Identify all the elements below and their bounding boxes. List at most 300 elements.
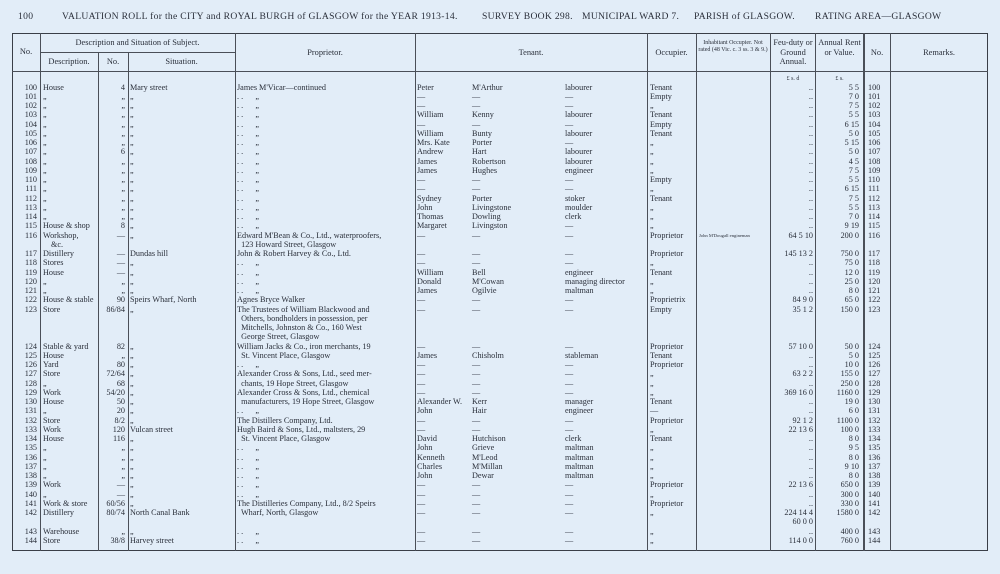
occupier-cell: Tenant [650, 434, 673, 443]
number-cell: „ [121, 184, 125, 194]
proprietor-cell: chants, 19 Hope Street, Glasgow [237, 378, 349, 388]
description-cell: „ [43, 138, 47, 147]
situation-cell: „ [130, 471, 134, 480]
no-cell: 122 [24, 295, 37, 305]
number-cell: „ [121, 138, 125, 147]
situation-cell: „ [130, 101, 134, 110]
tenant-occupation-cell: maltman [565, 286, 594, 295]
proprietor-cell: . . „ [237, 110, 260, 120]
tenant-first-cell: — [417, 91, 426, 101]
annual-value-cell: 9 10 [844, 461, 859, 471]
situation-cell: „ [130, 276, 134, 286]
tenant-first-cell: — [417, 360, 426, 369]
tenant-occupation-cell: — [565, 119, 574, 129]
row-no-cell: 121 [868, 286, 881, 295]
no-cell: 127 [24, 369, 37, 379]
number-cell: 120 [112, 424, 125, 434]
description-cell: House [43, 267, 64, 277]
tenant-occupation-cell: — [565, 258, 574, 268]
number-cell: „ [121, 101, 125, 110]
annual-value-cell: 19 0 [844, 397, 859, 406]
number-cell: „ [121, 119, 125, 129]
no-cell: 134 [24, 434, 37, 443]
occupier-cell: „ [650, 535, 654, 545]
row-no-cell: 127 [868, 369, 881, 379]
proprietor-cell: The Trustees of William Blackwood and [237, 304, 370, 314]
no-cell: 143 [24, 526, 37, 536]
tenant-last-cell: Hart [472, 147, 487, 157]
occupier-cell: „ [650, 443, 654, 453]
occupier-cell: Tenant [650, 128, 673, 138]
row-no-cell: 109 [868, 165, 881, 175]
description-cell: „ [43, 184, 47, 194]
occupier-cell: „ [650, 221, 654, 231]
tenant-last-cell: — [472, 369, 481, 379]
no-cell: 107 [24, 147, 37, 157]
no-cell: 141 [24, 498, 37, 508]
number-cell: „ [121, 471, 125, 480]
occupier-cell: „ [650, 424, 654, 434]
situation-cell: „ [130, 175, 134, 184]
row-no-cell: 124 [868, 341, 881, 351]
annual-value-cell: 1160 0 [836, 387, 859, 397]
feu-duty-cell: .. [808, 184, 813, 194]
number-cell: „ [121, 461, 125, 471]
tenant-occupation-cell: — [565, 249, 574, 258]
number-cell: „ [121, 156, 125, 166]
situation-cell: „ [130, 230, 134, 240]
col-header-situation: Situation. [165, 57, 198, 66]
number-cell: „ [121, 350, 125, 360]
situation-cell: Speirs Wharf, North [130, 295, 197, 305]
description-cell: „ [43, 91, 47, 101]
feu-duty-cell: .. [808, 498, 813, 508]
tenant-first-cell: Peter [417, 82, 434, 92]
occupier-cell: „ [650, 489, 654, 499]
occupier-cell: „ [650, 258, 654, 268]
tenant-last-cell: — [472, 101, 481, 110]
proprietor-cell: . . „ [237, 101, 260, 110]
number-cell: 20 [116, 406, 125, 416]
description-cell: House & stable [43, 295, 94, 305]
tenant-occupation-cell: — [565, 498, 574, 508]
no-cell: 125 [24, 350, 37, 360]
annual-value-cell: 8 0 [848, 286, 859, 295]
number-cell: 8/2 [114, 415, 125, 425]
description-cell: House & shop [43, 221, 90, 231]
number-cell: „ [121, 526, 125, 536]
row-no-cell: 130 [868, 397, 881, 406]
no-cell: 106 [24, 138, 37, 147]
tenant-occupation-cell: labourer [565, 82, 593, 92]
tenant-first-cell: William [417, 128, 444, 138]
number-cell: „ [121, 110, 125, 120]
tenant-last-cell: Kenny [472, 110, 494, 120]
description-cell: Stores [43, 258, 64, 268]
col-header-remarks: Remarks. [923, 48, 955, 57]
feu-duty-cell: .. [808, 147, 813, 157]
annual-value-cell: 150 0 [840, 304, 859, 314]
annual-value-cell: 5 5 [848, 202, 859, 212]
description-cell: „ [43, 175, 47, 184]
annual-value-cell: 12 0 [844, 267, 859, 277]
proprietor-cell: . . „ [237, 175, 260, 184]
tenant-last-cell: — [472, 175, 481, 184]
divider [863, 33, 865, 551]
tenant-first-cell: — [417, 304, 426, 314]
proprietor-cell: St. Vincent Place, Glasgow [237, 350, 331, 360]
description-cell: „ [43, 276, 47, 286]
no-cell: 101 [24, 91, 37, 101]
row-no-cell: 113 [868, 202, 880, 212]
no-cell: 120 [24, 276, 37, 286]
description-cell: Stable & yard [43, 341, 89, 351]
number-cell: — [116, 267, 125, 277]
feu-duty-cell: 57 10 0 [788, 341, 813, 351]
proprietor-cell: manufacturers, 19 Hope Street, Glasgow [237, 397, 375, 406]
annual-value-cell: 6 0 [848, 406, 859, 416]
occupier-cell: „ [650, 212, 654, 221]
no-cell: 135 [24, 443, 37, 453]
description-cell: „ [43, 101, 47, 110]
tenant-last-cell: Grieve [472, 443, 495, 453]
description-cell: „ [43, 128, 47, 138]
tenant-first-cell: John [417, 202, 433, 212]
situation-cell: „ [130, 397, 134, 406]
no-cell: 142 [24, 508, 37, 517]
row-no-cell: 140 [868, 489, 881, 499]
tenant-occupation-cell: engineer [565, 165, 594, 175]
annual-value-cell: 8 0 [848, 434, 859, 443]
tenant-first-cell: — [417, 249, 426, 258]
number-cell: 80/74 [106, 508, 125, 517]
tenant-first-cell: Mrs. Kate [417, 138, 450, 147]
description-cell: „ [43, 489, 47, 499]
row-no-cell: 133 [868, 424, 881, 434]
occupier-cell: Empty [650, 119, 672, 129]
tenant-first-cell: — [417, 258, 426, 268]
number-cell: „ [121, 212, 125, 221]
number-cell: 54/20 [106, 387, 125, 397]
tenant-first-cell: Sydney [417, 193, 442, 203]
number-cell: 116 [113, 434, 125, 443]
situation-cell: „ [130, 119, 134, 129]
tenant-occupation-cell: clerk [565, 212, 582, 221]
annual-value-cell: 7 5 [848, 101, 859, 110]
feu-duty-cell: .. [808, 397, 813, 406]
situation-cell: „ [130, 498, 134, 508]
tenant-last-cell: — [472, 480, 481, 490]
col-header-no2: No. [870, 48, 884, 57]
tenant-first-cell: Thomas [417, 212, 444, 221]
situation-cell: „ [130, 267, 134, 277]
annual-value-cell: 5 0 [848, 147, 859, 157]
description-cell: „ [43, 471, 47, 480]
occupier-cell: Empty [650, 304, 672, 314]
tenant-first-cell: Margaret [417, 221, 447, 231]
no-cell: 100 [24, 82, 37, 92]
no-cell: 130 [24, 397, 37, 406]
tenant-first-cell: — [417, 508, 426, 517]
no-cell: 109 [24, 165, 37, 175]
tenant-first-cell: — [417, 424, 426, 434]
row-no-cell: 125 [868, 350, 881, 360]
situation-cell: Dundas hill [130, 249, 168, 258]
tenant-occupation-cell: — [565, 378, 574, 388]
tenant-occupation-cell: — [565, 526, 574, 536]
tenant-occupation-cell: — [565, 369, 574, 379]
feu-duty-cell: .. [808, 434, 813, 443]
occupier-cell: „ [650, 286, 654, 295]
description-cell: House [43, 350, 64, 360]
description-cell: „ [43, 461, 47, 471]
tenant-occupation-cell: — [565, 480, 574, 490]
tenant-first-cell: — [417, 119, 426, 129]
proprietor-cell: . . „ [237, 461, 260, 471]
description-cell: Work [43, 387, 61, 397]
no-cell: 129 [24, 387, 37, 397]
tenant-last-cell: Hutchison [472, 434, 506, 443]
feu-duty-cell: .. [808, 128, 813, 138]
feu-duty-cell: 60 0 0 [792, 517, 813, 527]
annual-value-cell: 9 19 [844, 221, 859, 231]
divider [40, 52, 235, 53]
annual-value-cell: 5 0 [848, 128, 859, 138]
situation-cell: „ [130, 415, 134, 425]
situation-cell: „ [130, 369, 134, 379]
tenant-first-cell: David [417, 434, 438, 443]
no-cell: 121 [24, 286, 37, 295]
occupier-cell: „ [650, 508, 654, 517]
annual-value-cell: 250 0 [840, 378, 859, 388]
row-no-cell: 118 [868, 258, 880, 268]
row-no-cell: 129 [868, 387, 881, 397]
annual-value-cell: 100 0 [840, 424, 859, 434]
tenant-last-cell: — [472, 508, 481, 517]
annual-value-cell: 5 5 [848, 82, 859, 92]
feu-duty-cell: .. [808, 82, 813, 92]
number-cell: „ [121, 286, 125, 295]
tenant-occupation-cell: — [565, 295, 574, 305]
situation-cell: „ [130, 110, 134, 120]
description-cell: „ [43, 378, 47, 388]
number-cell: — [116, 249, 125, 258]
situation-cell: „ [130, 286, 134, 295]
rent-units: £ s. [835, 76, 844, 82]
no-cell: 138 [24, 471, 37, 480]
description-cell: Distillery [43, 508, 74, 517]
divider [235, 33, 236, 551]
tenant-last-cell: — [472, 387, 481, 397]
tenant-occupation-cell: — [565, 138, 574, 147]
annual-value-cell: 25 0 [844, 276, 859, 286]
annual-value-cell: 330 0 [840, 498, 859, 508]
occupier-cell: „ [650, 369, 654, 379]
tenant-first-cell: William [417, 110, 444, 120]
tenant-occupation-cell: — [565, 424, 574, 434]
page-number: 100 [18, 11, 34, 22]
divider [40, 33, 41, 551]
annual-value-cell: 10 0 [844, 360, 859, 369]
situation-cell: „ [130, 138, 134, 147]
occupier-cell: Empty [650, 91, 672, 101]
tenant-occupation-cell: manager [565, 397, 594, 406]
tenant-occupation-cell: labourer [565, 156, 593, 166]
situation-cell: „ [130, 452, 134, 462]
situation-cell: „ [130, 128, 134, 138]
tenant-first-cell: — [417, 369, 426, 379]
header-divider [12, 71, 988, 72]
annual-value-cell: 8 0 [848, 471, 859, 480]
number-cell: — [116, 480, 125, 490]
description-cell: „ [43, 212, 47, 221]
col-header-no: No. [19, 47, 33, 56]
proprietor-cell: . . „ [237, 360, 260, 369]
feu-duty-cell: 64 5 10 [788, 230, 813, 240]
occupier-cell: Tenant [650, 82, 673, 92]
occupier-cell: „ [650, 378, 654, 388]
tenant-occupation-cell: stableman [565, 350, 599, 360]
tenant-occupation-cell: labourer [565, 147, 593, 157]
occupier-cell: „ [650, 165, 654, 175]
occupier-cell: Proprietor [650, 498, 684, 508]
annual-value-cell: 65 0 [844, 295, 859, 305]
no-cell: 123 [24, 304, 37, 314]
tenant-occupation-cell: — [565, 221, 574, 231]
annual-value-cell: 400 0 [840, 526, 859, 536]
row-no-cell: 110 [868, 175, 880, 184]
description-cell: „ [43, 110, 47, 120]
no-cell: 113 [25, 202, 37, 212]
annual-value-cell: 7 5 [848, 193, 859, 203]
description-cell: Store [43, 535, 61, 545]
row-no-cell: 108 [868, 156, 881, 166]
feu-duty-cell: .. [808, 452, 813, 462]
tenant-last-cell: Livingston [472, 221, 508, 231]
tenant-last-cell: — [472, 119, 481, 129]
feu-duty-cell: 92 1 2 [792, 415, 813, 425]
no-cell: 104 [24, 119, 37, 129]
tenant-first-cell: — [417, 341, 426, 351]
proprietor-cell: . . „ [237, 286, 260, 295]
tenant-last-cell: — [472, 91, 481, 101]
number-cell: 90 [116, 295, 125, 305]
tenant-first-cell: John [417, 406, 433, 416]
situation-cell: „ [130, 258, 134, 268]
description-cell: House [43, 397, 64, 406]
occupier-cell: Proprietor [650, 480, 684, 490]
tenant-last-cell: Porter [472, 138, 493, 147]
feu-duty-cell: .. [808, 175, 813, 184]
number-cell: „ [121, 165, 125, 175]
tenant-first-cell: — [417, 230, 426, 240]
tenant-last-cell: Dowling [472, 212, 501, 221]
tenant-last-cell: — [472, 230, 481, 240]
description-cell: „ [43, 202, 47, 212]
description-cell: Warehouse [43, 526, 80, 536]
row-no-cell: 132 [868, 415, 881, 425]
tenant-last-cell: Dewar [472, 471, 494, 480]
proprietor-cell: . . „ [237, 452, 260, 462]
no-cell: 110 [25, 175, 37, 184]
situation-cell: Mary street [130, 82, 168, 92]
proprietor-cell: Agnes Bryce Walker [237, 295, 305, 305]
no-cell: 118 [25, 258, 37, 268]
tenant-last-cell: M'Arthur [472, 82, 503, 92]
row-no-cell: 111 [868, 184, 880, 194]
divider [647, 33, 648, 551]
row-no-cell: 143 [868, 526, 881, 536]
row-no-cell: 122 [868, 295, 881, 305]
tenant-last-cell: — [472, 424, 481, 434]
description-cell: Store [43, 415, 61, 425]
number-cell: 50 [116, 397, 125, 406]
description-cell: Work & store [43, 498, 88, 508]
occupier-cell: Proprietor [650, 341, 684, 351]
row-no-cell: 115 [868, 221, 880, 231]
feu-duty-cell: .. [808, 165, 813, 175]
proprietor-cell: William Jacks & Co., iron merchants, 19 [237, 341, 371, 351]
tenant-first-cell: — [417, 378, 426, 388]
tenant-first-cell: William [417, 267, 444, 277]
no-cell: 114 [25, 212, 37, 221]
situation-cell: „ [130, 202, 134, 212]
no-cell: 137 [24, 461, 37, 471]
row-no-cell: 102 [868, 101, 881, 110]
proprietor-cell: John & Robert Harvey & Co., Ltd. [237, 249, 351, 258]
feu-duty-cell: .. [808, 110, 813, 120]
tenant-last-cell: — [472, 304, 481, 314]
number-cell: „ [121, 175, 125, 184]
situation-cell: Vulcan street [130, 424, 173, 434]
situation-cell: „ [130, 489, 134, 499]
description-cell: „ [43, 286, 47, 295]
feu-duty-cell: 35 1 2 [792, 304, 813, 314]
tenant-occupation-cell: — [565, 91, 574, 101]
feu-duty-cell: .. [808, 526, 813, 536]
feu-duty-cell: 84 9 0 [792, 295, 813, 305]
tenant-last-cell: Hair [472, 406, 487, 416]
tenant-occupation-cell: — [565, 230, 574, 240]
number-cell: 6 [120, 147, 125, 157]
occupier-cell: „ [650, 184, 654, 194]
annual-value-cell: 650 0 [840, 480, 859, 490]
occupier-cell: „ [650, 138, 654, 147]
situation-cell: „ [130, 360, 134, 369]
proprietor-cell: . . „ [237, 184, 260, 194]
occupier-cell: Proprietor [650, 360, 684, 369]
number-cell: 72/64 [106, 369, 125, 379]
feu-duty-cell: 114 0 0 [788, 535, 813, 545]
rating-area: RATING AREA—GLASGOW [815, 11, 942, 22]
feu-duty-cell: 22 13 6 [788, 424, 813, 434]
parish: PARISH of GLASGOW. [694, 11, 795, 22]
col-header-description: Description. [48, 57, 90, 66]
tenant-occupation-cell: clerk [565, 434, 582, 443]
tenant-first-cell: — [417, 480, 426, 490]
proprietor-cell: Alexander Cross & Sons, Ltd., chemical [237, 387, 370, 397]
feu-duty-cell: .. [808, 489, 813, 499]
row-no-cell: 114 [868, 212, 880, 221]
tenant-first-cell: Alexander W. [417, 397, 463, 406]
tenant-occupation-cell: labourer [565, 128, 593, 138]
row-no-cell: 138 [868, 471, 881, 480]
feu-duty-cell: .. [808, 471, 813, 480]
municipal-ward: MUNICIPAL WARD 7. [582, 11, 680, 22]
divider [415, 33, 416, 551]
tenant-last-cell: — [472, 184, 481, 194]
tenant-occupation-cell: engineer [565, 406, 594, 416]
